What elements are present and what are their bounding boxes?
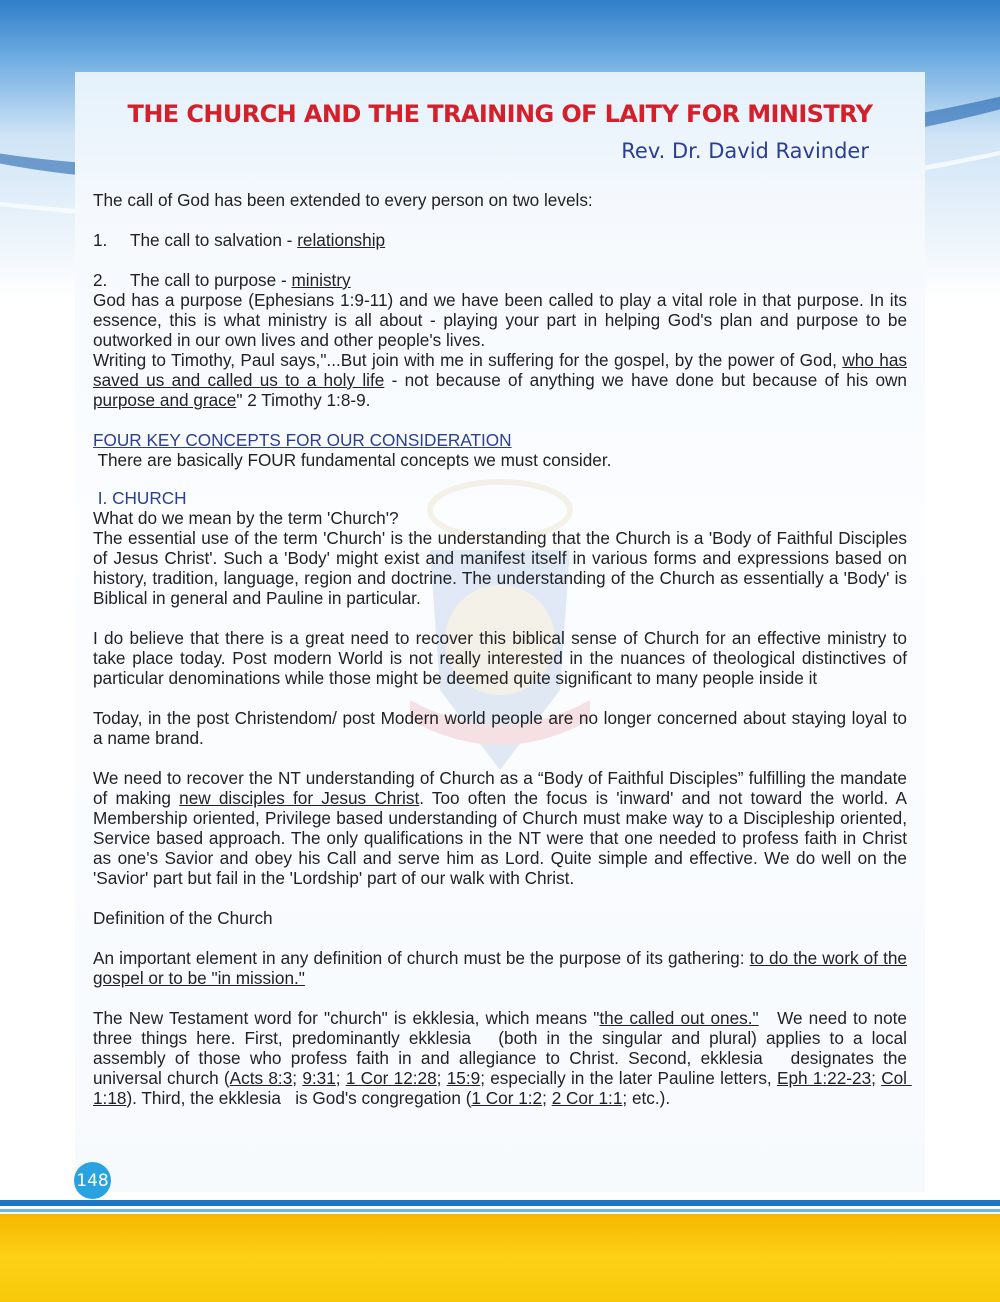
timothy-paragraph: Writing to Timothy, Paul says,"...But join with me in suffering for the gospel, by the power of God, who has saved us and called us to a holy life - not because of anything we have done but because of his own purpose and grace" 2 Timothy 1:8-9. [93,350,907,410]
ekklesia-paragraph: The New Testament word for "church" is ekklesia, which means "the called out ones." We need to note three things here. First, predominantly ekklesia (both in the singular and plural) applies to a local assembly of those who profess faith in and allegiance to Christ. Second, ekklesia designates the universal church (Acts 8:3; 9:31; 1 Cor 12:28; 15:9; especially in the later Pauline letters, Eph 1:22-23; Col 1:18). Third, the ekklesia is God's congregation (1 Cor 1:2; 2 Cor 1:1; etc.). [93,1008,912,1108]
list-text: The call to purpose - ministry [130,270,351,290]
page-number: 148 [76,1170,109,1191]
church-paragraph-1: The essential use of the term 'Church' is the understanding that the Church is a 'Body of Faithful Disciples of Jesus Christ'. Such a 'Body' might exist and manifest itself in various forms and expressions based on history, tradition, language, region and doctrine. The understanding of the Church as essentially a 'Body' is Biblical in general and Pauline in particular. [93,528,907,608]
definition-paragraph: An important element in any definition of church must be the purpose of its gathering: to do the work of the gospel or to be "in mission." [93,948,907,988]
list-number: 2. [93,270,108,290]
list-item-purpose [93,270,907,290]
article-body [93,190,912,1108]
ministry-link: ministry [291,270,351,290]
list-item-salvation [93,230,907,250]
church-paragraph-4: We need to recover the NT understanding of Church as a “Body of Faithful Disciples” fulfilling the mandate of making new disciples for Jesus Christ. Too often the focus is 'inward' and not toward the world. A Membership oriented, Privilege based understanding of Church must make way to a Discipleship oriented, Service based approach. The only qualifications in the NT were that one needed to profess faith in Christ as one's Savior and obey his Call and serve him as Lord. Quite simple and effective. We do well on the 'Savior' part but fail in the 'Lordship' part of our walk with Christ. [93,768,907,888]
church-heading: I. CHURCH [93,488,187,508]
purpose-paragraph: God has a purpose (Ephesians 1:9-11) and we have been called to play a vital role in that purpose. In its essence, this is what ministry is all about - playing your part in helping God's plan and purpose to be outworked in our own lives and other people's lives. [93,290,907,350]
list-text: The call to salvation - relationship [130,230,386,250]
church-question: What do we mean by the term 'Church'? [93,508,399,528]
footer-light-stripe [0,1209,1000,1212]
church-paragraph-2: I do believe that there is a great need to recover this biblical sense of Church for an effective ministry to take place today. Post modern World is not really interested in the nuances of theological distinctives of particular denominations while those might be deemed quite significant to many people inside it [93,628,907,688]
footer-gold-band [0,1214,1000,1302]
definition-heading: Definition of the Church [93,908,273,928]
relationship-link: relationship [297,230,386,250]
article-author: Rev. Dr. David Ravinder [621,139,869,163]
concepts-intro: There are basically FOUR fundamental concepts we must consider. [93,450,612,470]
footer-blue-stripe [0,1200,1000,1206]
list-number: 1. [93,230,108,250]
page-number-badge [74,1162,111,1199]
church-paragraph-3: Today, in the post Christendom/ post Modern world people are no longer concerned about staying loyal to a name brand. [93,708,907,748]
article-title: THE CHURCH AND THE TRAINING OF LAITY FOR MINISTRY [127,100,873,128]
intro-paragraph: The call of God has been extended to every person on two levels: [93,190,593,210]
concepts-heading: FOUR KEY CONCEPTS FOR OUR CONSIDERATION [93,430,512,450]
